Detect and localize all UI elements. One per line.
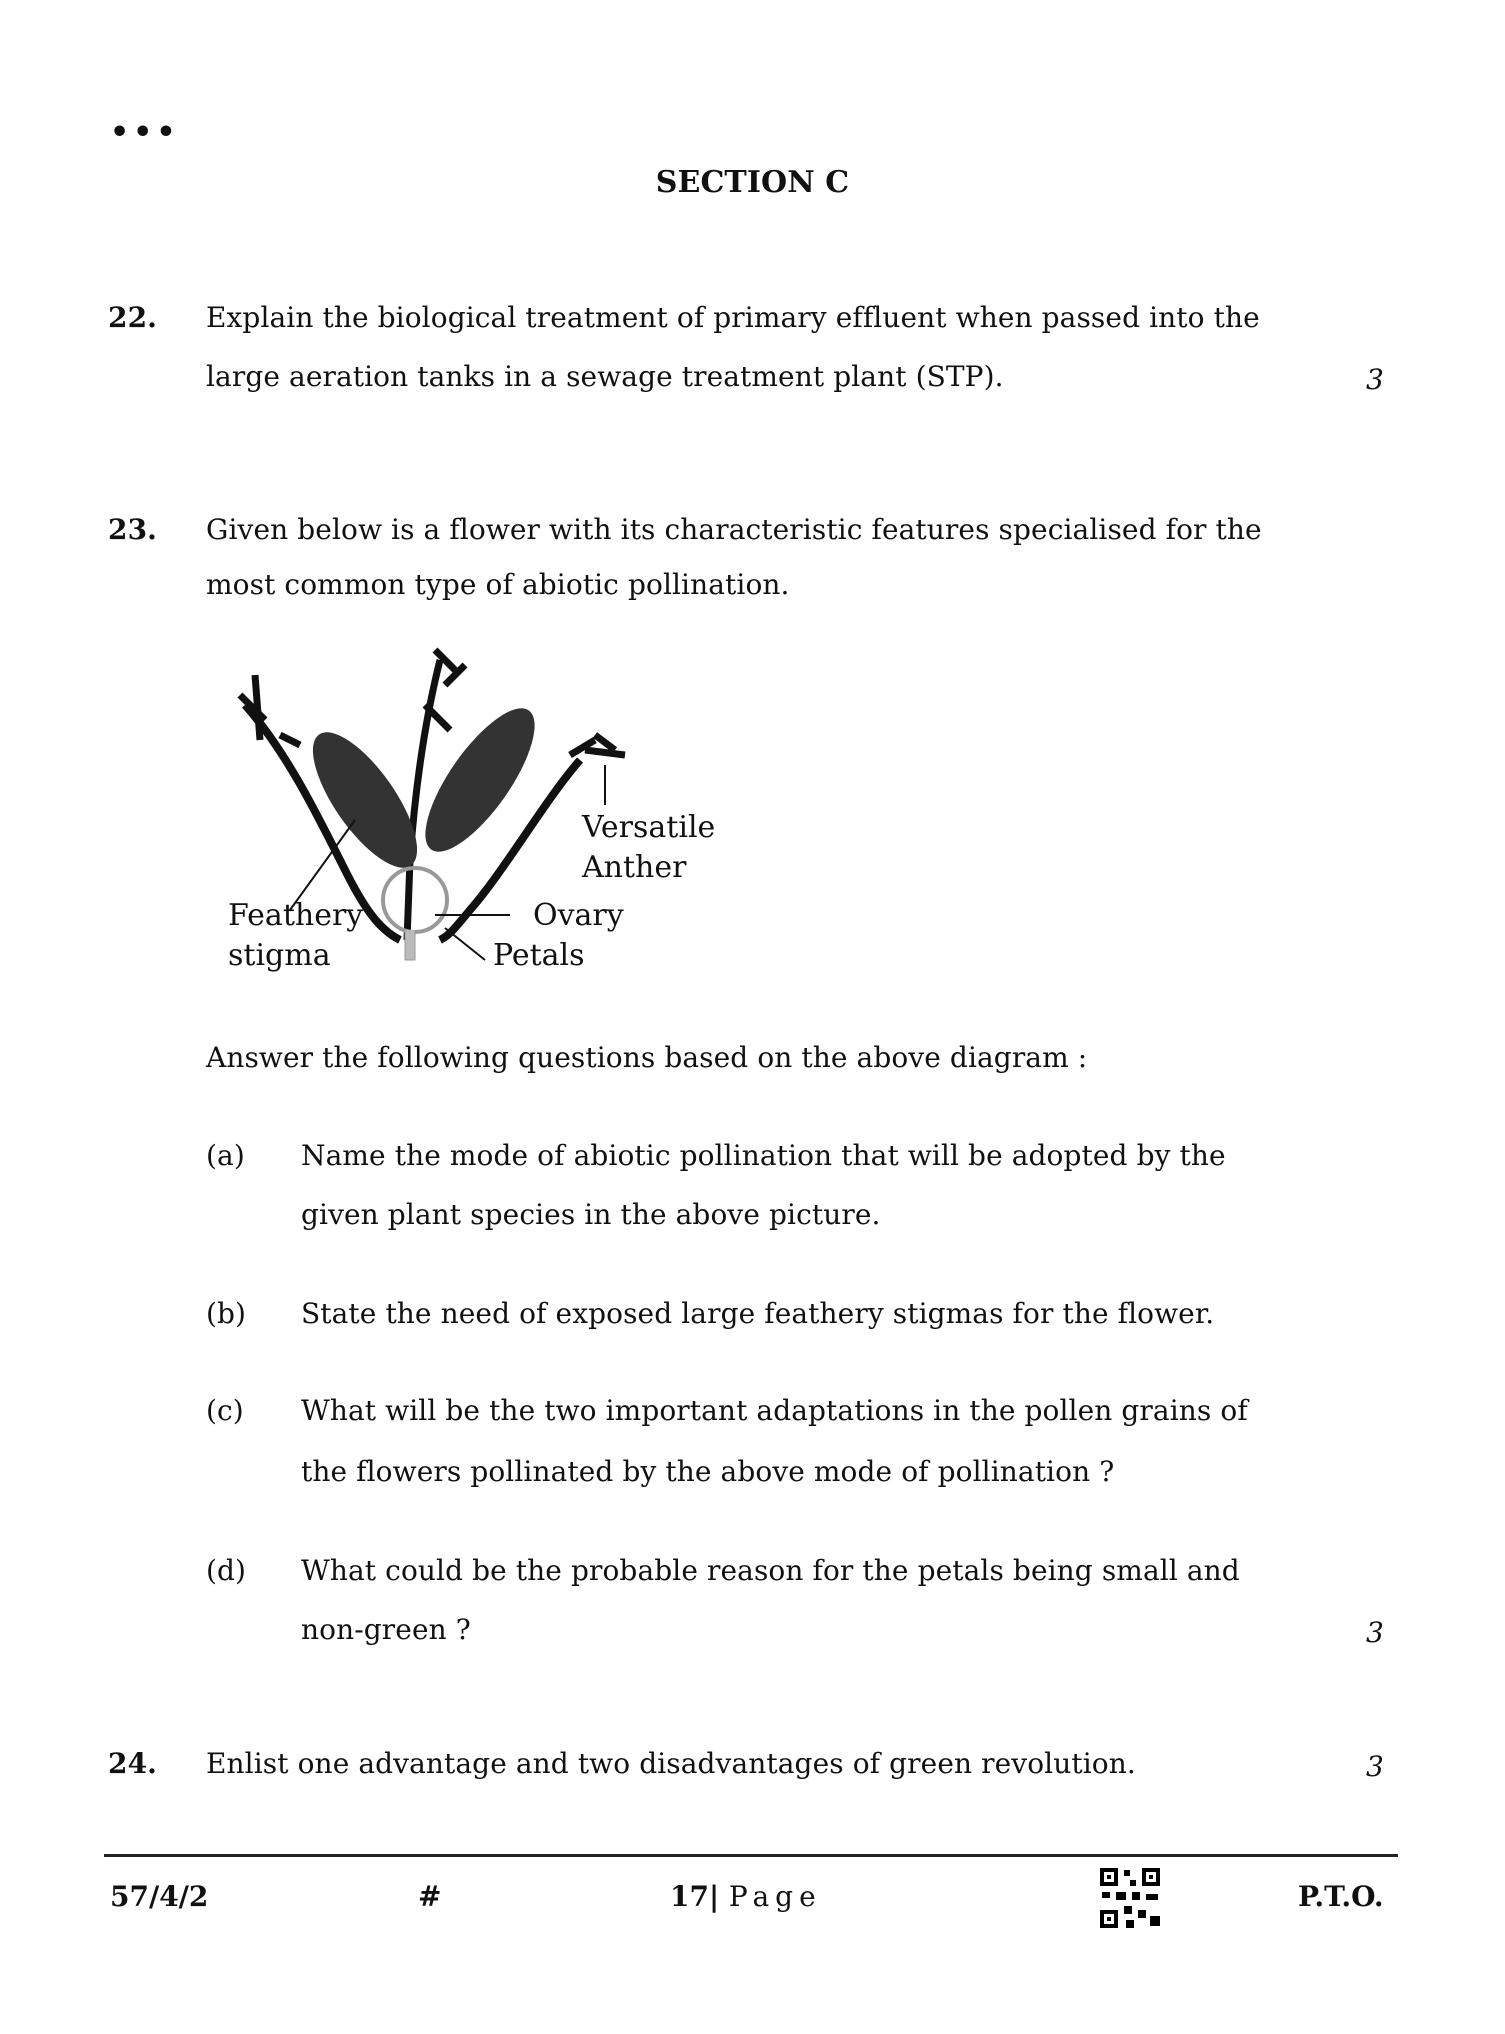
- label-feathery: Feathery: [228, 898, 364, 933]
- marks: 3: [1366, 1616, 1384, 1649]
- footer-divider: [104, 1854, 1398, 1857]
- paper-code: 57/4/2: [110, 1880, 209, 1913]
- hash-mark: #: [418, 1880, 442, 1913]
- part-text-line: What could be the probable reason for the petals being small and: [301, 1554, 1240, 1587]
- part-text-line: the flowers pollinated by the above mode of pollination ?: [301, 1455, 1115, 1488]
- page-number: [670, 1880, 822, 1913]
- label-ovary: Ovary: [533, 898, 624, 933]
- question-text-line: most common type of abiotic pollination.: [206, 568, 790, 601]
- please-turn-over: P.T.O.: [1298, 1880, 1384, 1913]
- label-anther: Anther: [582, 850, 687, 885]
- question-text-line: Given below is a flower with its characteristic features specialised for the: [206, 513, 1262, 546]
- page-word: Page: [728, 1880, 822, 1913]
- page-number-value: 17|: [670, 1880, 720, 1913]
- instruction-text: Answer the following questions based on the above diagram :: [206, 1041, 1088, 1074]
- part-text-line: Name the mode of abiotic pollination that will be adopted by the: [301, 1139, 1226, 1172]
- header-dots: •••: [110, 115, 180, 150]
- part-letter: (d): [206, 1554, 247, 1587]
- question-number: 24.: [108, 1747, 158, 1780]
- question-number: 22.: [108, 301, 158, 334]
- label-stigma: stigma: [228, 938, 331, 973]
- part-letter: (c): [206, 1394, 244, 1427]
- label-versatile: Versatile: [582, 810, 716, 845]
- part-text-line: given plant species in the above picture.: [301, 1198, 881, 1231]
- marks: 3: [1366, 363, 1384, 396]
- part-letter: (a): [206, 1139, 245, 1172]
- part-letter: (b): [206, 1297, 247, 1330]
- part-text-line: State the need of exposed large feathery stigmas for the flower.: [301, 1297, 1215, 1330]
- question-text-line: Enlist one advantage and two disadvantages of green revolution.: [206, 1747, 1136, 1780]
- question-text-line: Explain the biological treatment of primary effluent when passed into the: [206, 301, 1260, 334]
- question-number: 23.: [108, 513, 158, 546]
- part-text-line: What will be the two important adaptations in the pollen grains of: [301, 1394, 1248, 1427]
- flower-diagram: [215, 630, 735, 990]
- label-petals: Petals: [493, 938, 585, 973]
- marks: 3: [1366, 1750, 1384, 1783]
- part-text-line: non-green ?: [301, 1613, 471, 1646]
- question-text-line: large aeration tanks in a sewage treatment plant (STP).: [206, 360, 1004, 393]
- qr-code-icon: [1100, 1868, 1160, 1928]
- section-title: SECTION C: [655, 165, 850, 200]
